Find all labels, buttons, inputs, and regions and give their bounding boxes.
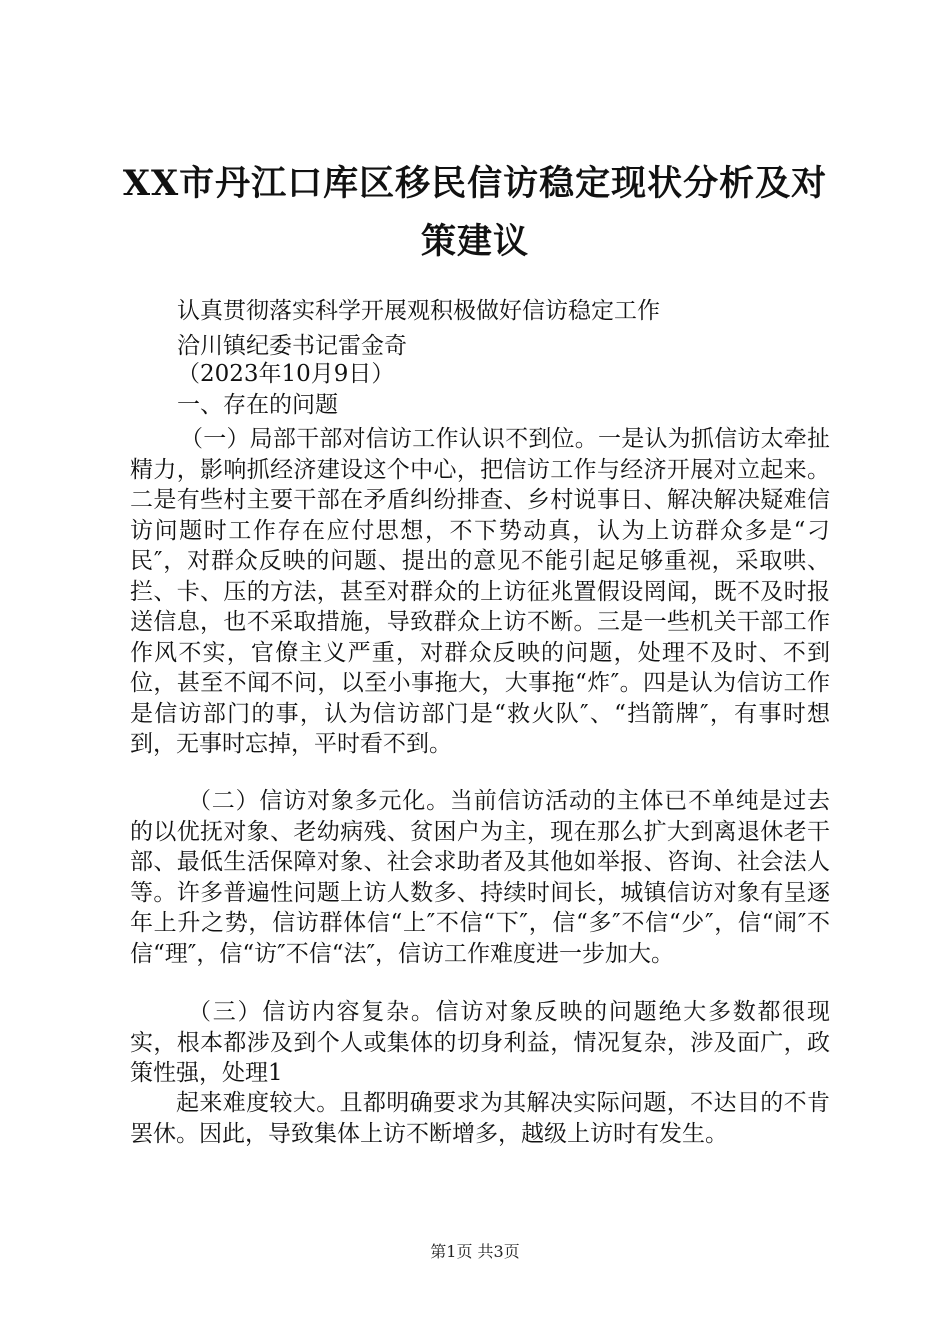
paragraph-1: （一）局部干部对信访工作认识不到位。一是认为抓信访太牵扯精力，影响抓经济建设这个中心，把信访工作与经济开展对立起来。二是有些村主要干部在矛盾纠纷排查、乡村说事日、解决解决疑难信访问题时工作存在应付思想，不下势动真，认为上访群众多是“刁民″，对群众反映的问题、提出的意见不能引起足够重视，采取哄、拦、卡、压的方法，甚至对群众的上访征兆置假设罔闻，既不及时报送信息，也不采取措施，导致群众上访不断。三是一些机关干部工作作风不实，官僚主义严重，对群众反映的问题，处理不及时、不到位，甚至不闻不问，以至小事拖大，大事拖“炸″。四是认为信访工作是信访部门的事，认为信访部门是“救火队″、“挡箭牌″，有事时想到，无事时忘掉，平时看不到。 bbox=[130, 426, 830, 757]
document-date: （2023年10月9日） bbox=[177, 361, 395, 387]
page-footer: 第1页 共3页 bbox=[430, 1242, 520, 1261]
paragraph-4: 起来难度较大。且都明确要求为其解决实际问题，不达目的不肯罢休。因此，导致集体上访不断增多，越级上访时有发生。 bbox=[130, 1090, 830, 1147]
document-author: 洽川镇纪委书记雷金奇 bbox=[177, 333, 407, 359]
document-title-line2: 策建议 bbox=[420, 221, 529, 262]
document-subtitle: 认真贯彻落实科学开展观积极做好信访稳定工作 bbox=[177, 298, 660, 324]
paragraph-3: （三）信访内容复杂。信访对象反映的问题绝大多数都很现实，根本都涉及到个人或集体的切身利益，情况复杂，涉及面广，政策性强，处理1 bbox=[130, 999, 830, 1086]
document-title-line1: XX市丹江口库区移民信访稳定现状分析及对 bbox=[122, 163, 828, 204]
section-heading-problems: 一、存在的问题 bbox=[177, 392, 338, 418]
paragraph-2: （二）信访对象多元化。当前信访活动的主体已不单纯是过去的以优抚对象、老幼病残、贫困户为主，现在那么扩大到离退休老干部、最低生活保障对象、社会求助者及其他如举报、咨询、社会法人等。许多普遍性问题上访人数多、持续时间长，城镇信访对象有呈逐年上升之势，信访群体信“上″不信“下″，信“多″不信“少″，信“闹″不信“理″，信“访″不信“法″，信访工作难度进一步加大。 bbox=[130, 788, 830, 967]
